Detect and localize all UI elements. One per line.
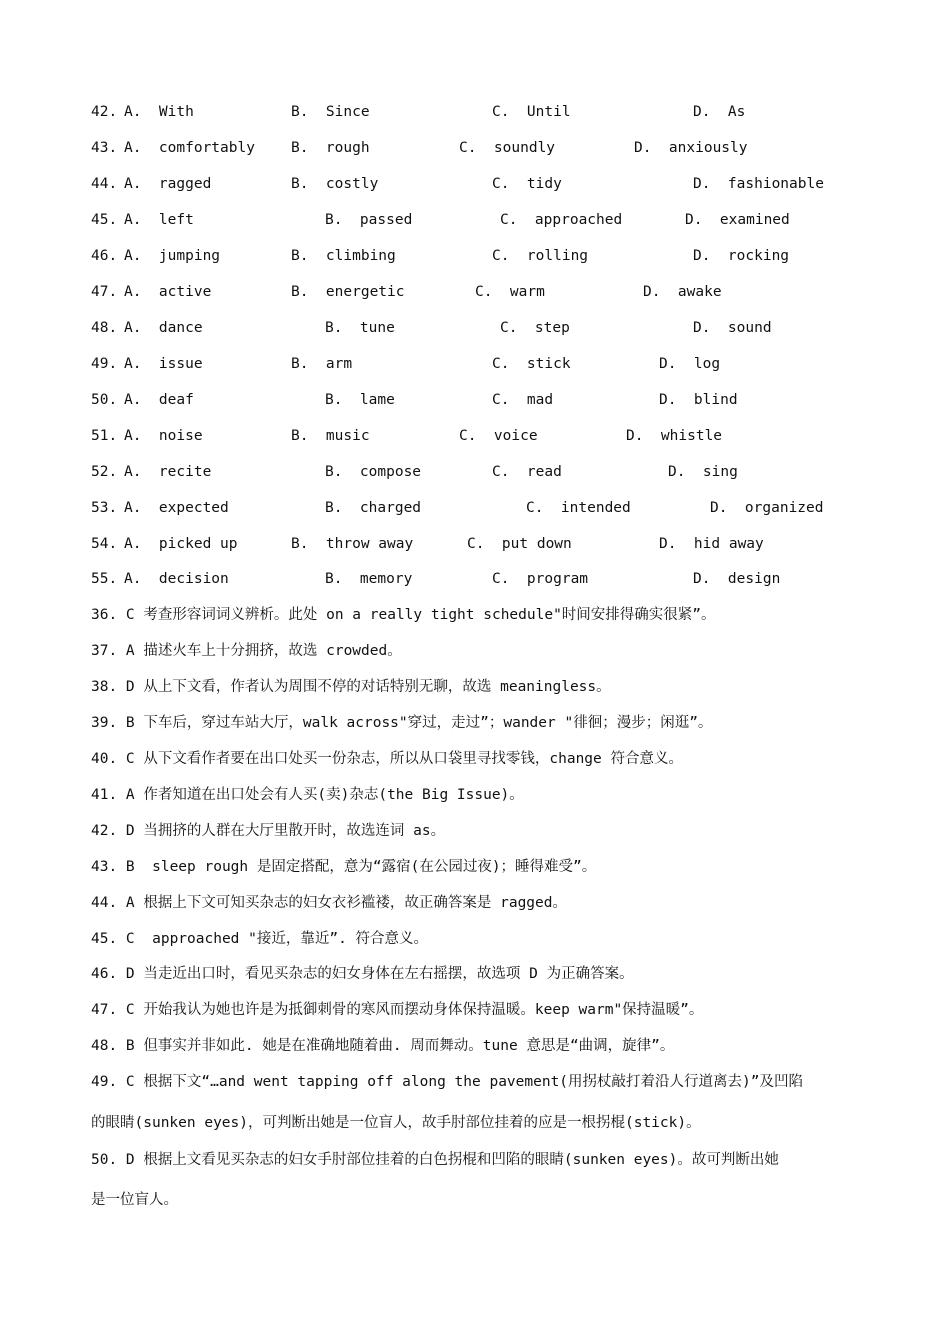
option-c: C. mad [492,392,554,408]
option-row [0,461,738,483]
question-number: 51. [91,428,118,444]
question-number: 46. [91,248,118,264]
option-d: D. log [659,356,721,372]
option-row [0,389,738,411]
question-number: 45. [91,212,118,228]
option-row [0,281,722,303]
option-b: B. arm [291,356,353,372]
option-d: D. organized [710,500,824,516]
option-c: C. approached [500,212,623,228]
option-d: D. hid away [659,536,764,552]
answer-explanation: 46. D 当走近出口时，看见买杂志的妇女身体在左右摇摆，故选项 D 为正确答案。 [91,966,634,982]
option-b: B. compose [325,464,422,480]
option-b: B. climbing [291,248,396,264]
answer-explanation: 41. A 作者知道在出口处会有人买(卖)杂志(the Big Issue)。 [91,787,524,803]
option-c: C. rolling [492,248,589,264]
answer-explanation-50-line1: 50. D 根据上文看见买杂志的妇女手肘部位挂着的白色拐棍和凹陷的眼睛(sunken eyes)。故可判断出她 [91,1152,779,1168]
option-b: B. energetic [291,284,405,300]
option-row [0,245,790,267]
question-number: 54. [91,536,118,552]
option-a: A. picked up [124,536,238,552]
option-c: C. warm [475,284,545,300]
option-row [0,209,790,231]
option-a: A. deaf [124,392,194,408]
option-a: A. With [124,104,194,120]
option-row [0,533,764,555]
option-a: A. left [124,212,194,228]
answer-explanation: 38. D 从上下文看，作者认为周围不停的对话特别无聊，故选 meaningless。 [91,679,611,695]
option-c: C. read [492,464,562,480]
option-d: D. sound [693,320,772,336]
option-row [0,353,721,375]
answer-explanation: 45. C approached "接近，靠近”. 符合意义。 [91,931,429,947]
answer-explanation: 36. C 考查形容词词义辨析。此处 on a really tight schedule"时间安排得确实很紧”。 [91,607,716,623]
answer-explanation: 40. C 从下文看作者要在出口处买一份杂志，所以从口袋里寻找零钱，change 符合意义。 [91,751,683,767]
option-b: B. lame [325,392,395,408]
option-row [0,137,748,159]
option-d: D. blind [659,392,738,408]
question-number: 49. [91,356,118,372]
answer-explanation: 39. B 下车后，穿过车站大厅，walk across"穿过，走过”；wander "徘徊；漫步；闲逛”。 [91,715,713,731]
option-row [0,425,723,447]
option-b: B. rough [291,140,370,156]
option-c: C. soundly [459,140,556,156]
option-row [0,497,824,519]
answer-explanation: 37. A 描述火车上十分拥挤，故选 crowded。 [91,643,402,659]
option-a: A. ragged [124,176,212,192]
option-row [0,101,746,123]
option-a: A. comfortably [124,140,255,156]
option-d: D. anxiously [634,140,748,156]
question-number: 44. [91,176,118,192]
option-d: D. examined [685,212,790,228]
option-a: A. recite [124,464,212,480]
option-a: A. expected [124,500,229,516]
option-d: D. fashionable [693,176,824,192]
option-c: C. Until [492,104,571,120]
question-number: 48. [91,320,118,336]
option-d: D. design [693,571,781,587]
option-a: A. active [124,284,212,300]
option-c: C. program [492,571,589,587]
option-b: B. Since [291,104,370,120]
question-number: 53. [91,500,118,516]
option-d: D. sing [668,464,738,480]
option-d: D. As [693,104,746,120]
answer-explanation: 42. D 当拥挤的人群在大厅里散开时，故选连词 as。 [91,823,446,839]
option-c: C. step [500,320,570,336]
answer-explanation: 47. C 开始我认为她也许是为抵御刺骨的寒风而摆动身体保持温暖。keep warm"保持温暖”。 [91,1002,704,1018]
option-c: C. stick [492,356,571,372]
option-d: D. whistle [626,428,723,444]
option-c: C. intended [526,500,631,516]
answer-explanation: 48. B 但事实并非如此. 她是在准确地随着曲. 周而舞动。tune 意思是“曲调，旋律”。 [91,1038,675,1054]
option-b: B. passed [325,212,413,228]
option-b: B. throw away [291,536,414,552]
question-number: 55. [91,571,118,587]
question-number: 42. [91,104,118,120]
option-c: C. tidy [492,176,562,192]
option-row [0,317,772,339]
option-a: A. noise [124,428,203,444]
answer-explanation-50-line2: 是一位盲人。 [91,1192,178,1208]
option-d: D. awake [643,284,722,300]
option-b: B. music [291,428,370,444]
option-row [0,568,781,590]
option-row [0,173,824,195]
option-a: A. decision [124,571,229,587]
option-a: A. dance [124,320,203,336]
answer-explanation-49-line1: 49. C 根据下文“…and went tapping off along the pavement(用拐杖敲打着沿人行道离去)”及凹陷 [91,1074,803,1090]
answer-explanation: 43. B sleep rough 是固定搭配，意为“露宿(在公园过夜)；睡得难受”。 [91,859,597,875]
option-b: B. costly [291,176,379,192]
option-b: B. charged [325,500,422,516]
question-number: 47. [91,284,118,300]
question-number: 52. [91,464,118,480]
answer-explanation-49-line2: 的眼睛(sunken eyes)，可判断出她是一位盲人，故手肘部位挂着的应是一根拐棍(stick)。 [91,1115,701,1131]
question-number: 43. [91,140,118,156]
answer-explanation: 44. A 根据上下文可知买杂志的妇女衣衫褴褛，故正确答案是 ragged。 [91,895,567,911]
option-a: A. jumping [124,248,221,264]
option-c: C. put down [467,536,572,552]
option-c: C. voice [459,428,538,444]
option-b: B. tune [325,320,395,336]
option-a: A. issue [124,356,203,372]
question-number: 50. [91,392,118,408]
option-b: B. memory [325,571,413,587]
option-d: D. rocking [693,248,790,264]
